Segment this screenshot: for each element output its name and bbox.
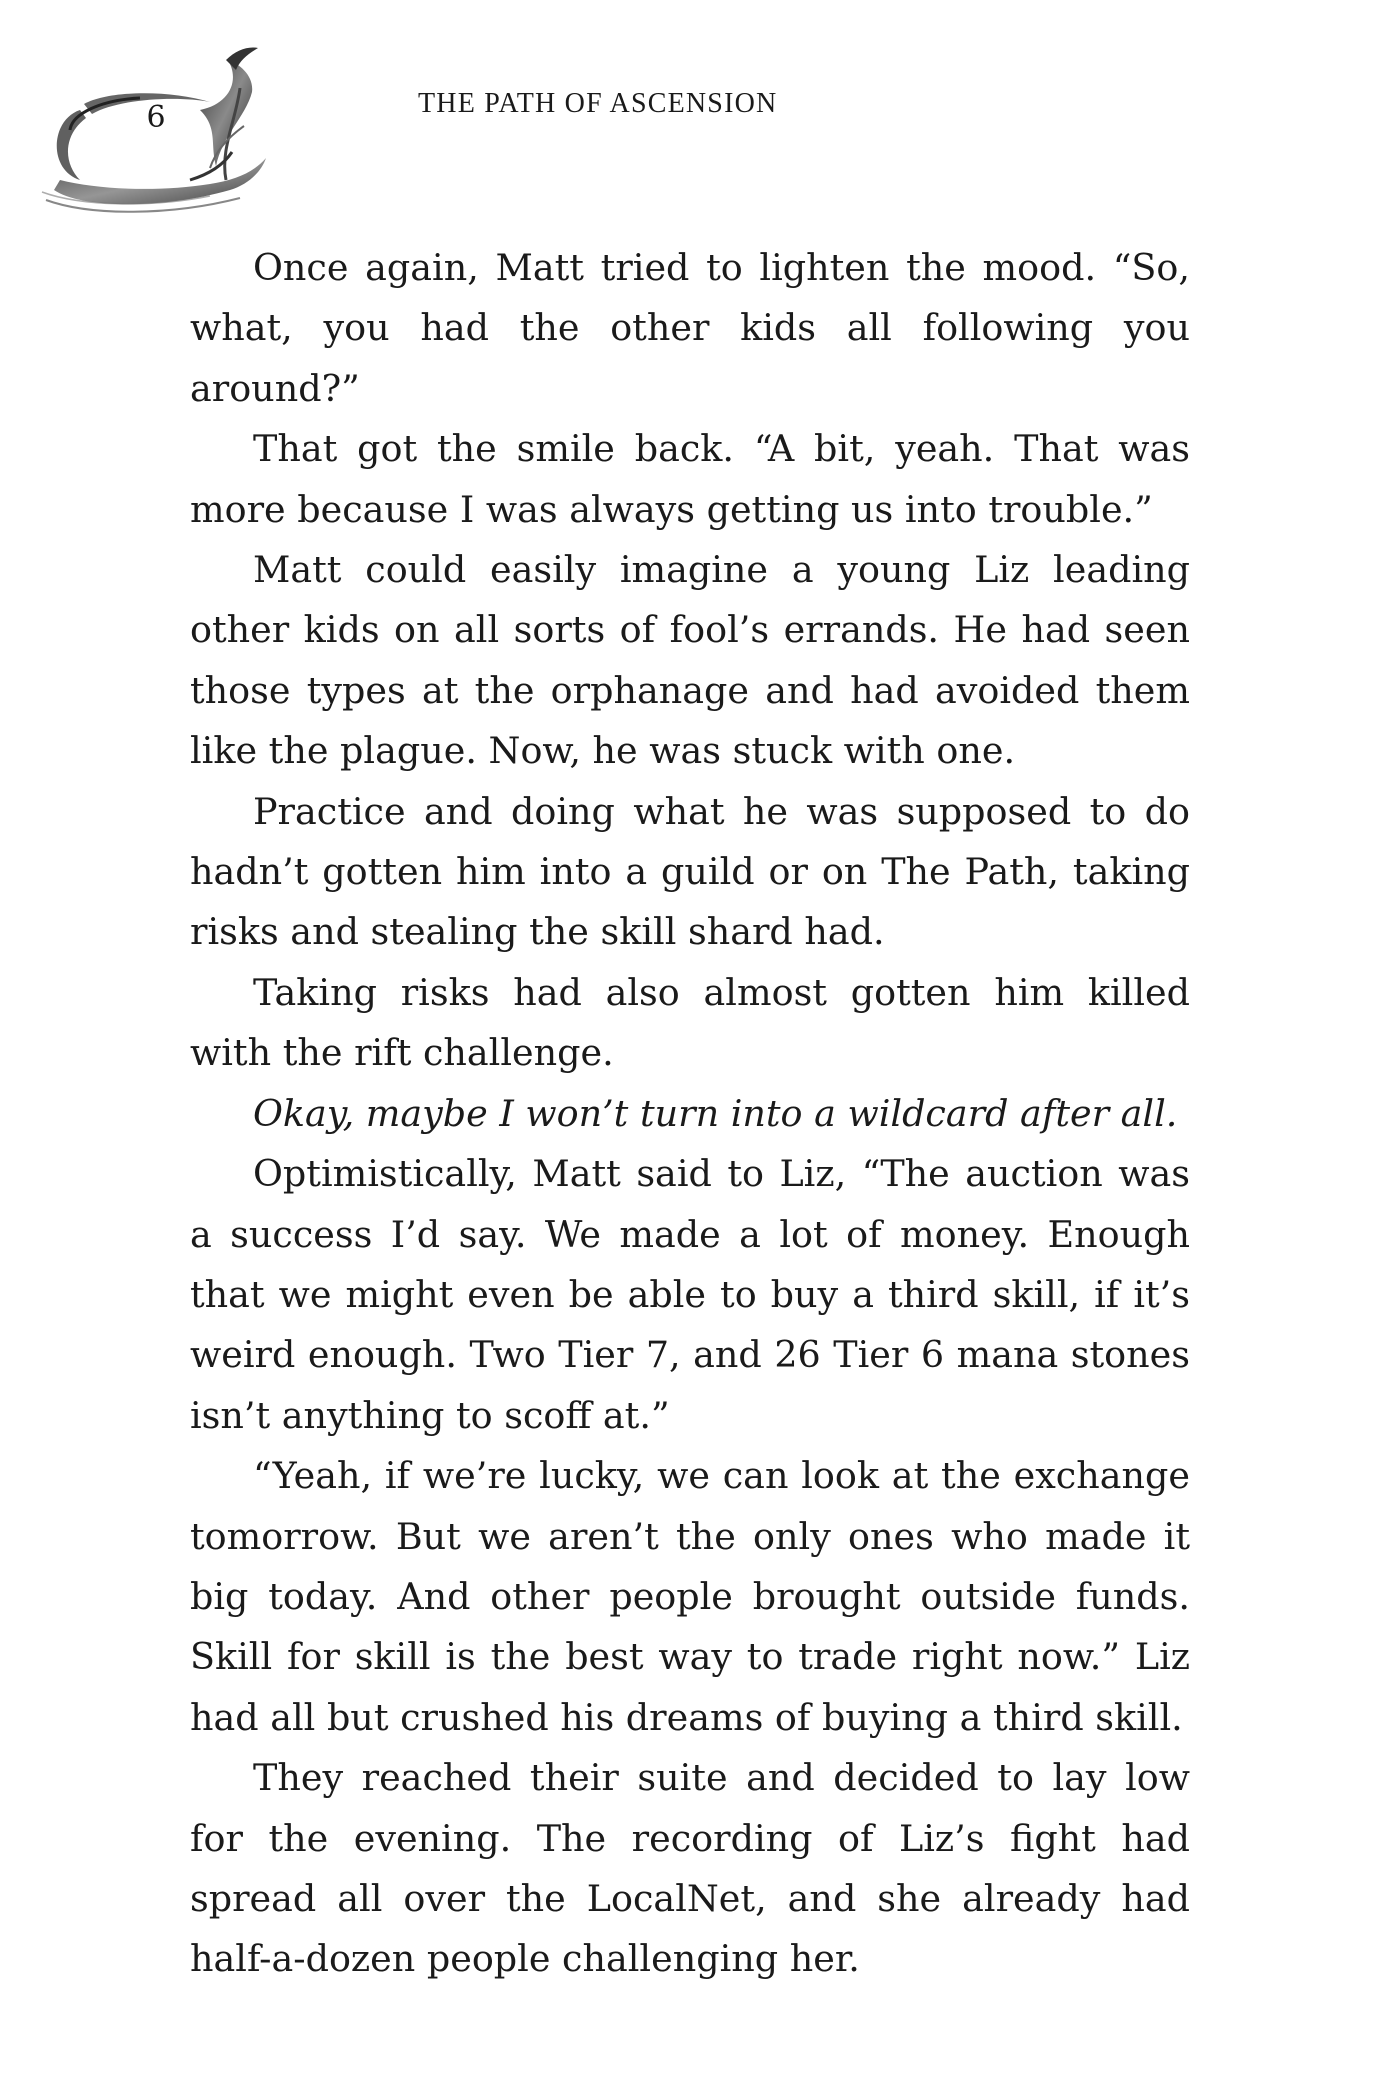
paragraph: Taking risks had also almost gotten him killed with the rift challenge. (190, 970, 1190, 1075)
running-title: THE PATH OF ASCENSION (418, 88, 778, 119)
paragraph: Once again, Matt tried to lighten the mood. “So, what, you had the other kids all following you around?” (190, 246, 1190, 410)
page-number: 6 (146, 100, 166, 135)
paragraph: That got the smile back. “A bit, yeah. That was more because I was always getting us into trouble.” (190, 427, 1190, 531)
page-header (0, 0, 1400, 230)
paragraph: Practice and doing what he was supposed to do hadn’t gotten him into a guild or on The Path, taking risks and stealing the skill shard had. (190, 789, 1190, 954)
paragraph: “Yeah, if we’re lucky, we can look at the exchange tomorrow. But we aren’t the only ones who made it big today. And other people brought outside funds. Skill for skill is the best way to trade right now.” Liz had all but crushed his dreams of buying a third skill. (190, 1454, 1190, 1739)
paragraph: They reached their suite and decided to lay low for the evening. The recording of Liz’s fight had spread all over the LocalNet, and she already had half-a-dozen people challenging her. (190, 1756, 1190, 1981)
body-text (190, 238, 1190, 1990)
paragraph: Optimistically, Matt said to Liz, “The auction was a success I’d say. We made a lot of money. Enough that we might even be able to buy a third skill, if it’s weird enough. Two Tier 7, and 26 Tier 6 mana stones isn’t anything to scoff at.” (190, 1152, 1190, 1437)
italic-thought-paragraph: Okay, maybe I won’t turn into a wildcard after all. (253, 1091, 1178, 1135)
paragraph: Matt could easily imagine a young Liz leading other kids on all sorts of fool’s errands. He had seen those types at the orphanage and had avoided them like the plague. Now, he was stuck with one. (190, 548, 1190, 773)
